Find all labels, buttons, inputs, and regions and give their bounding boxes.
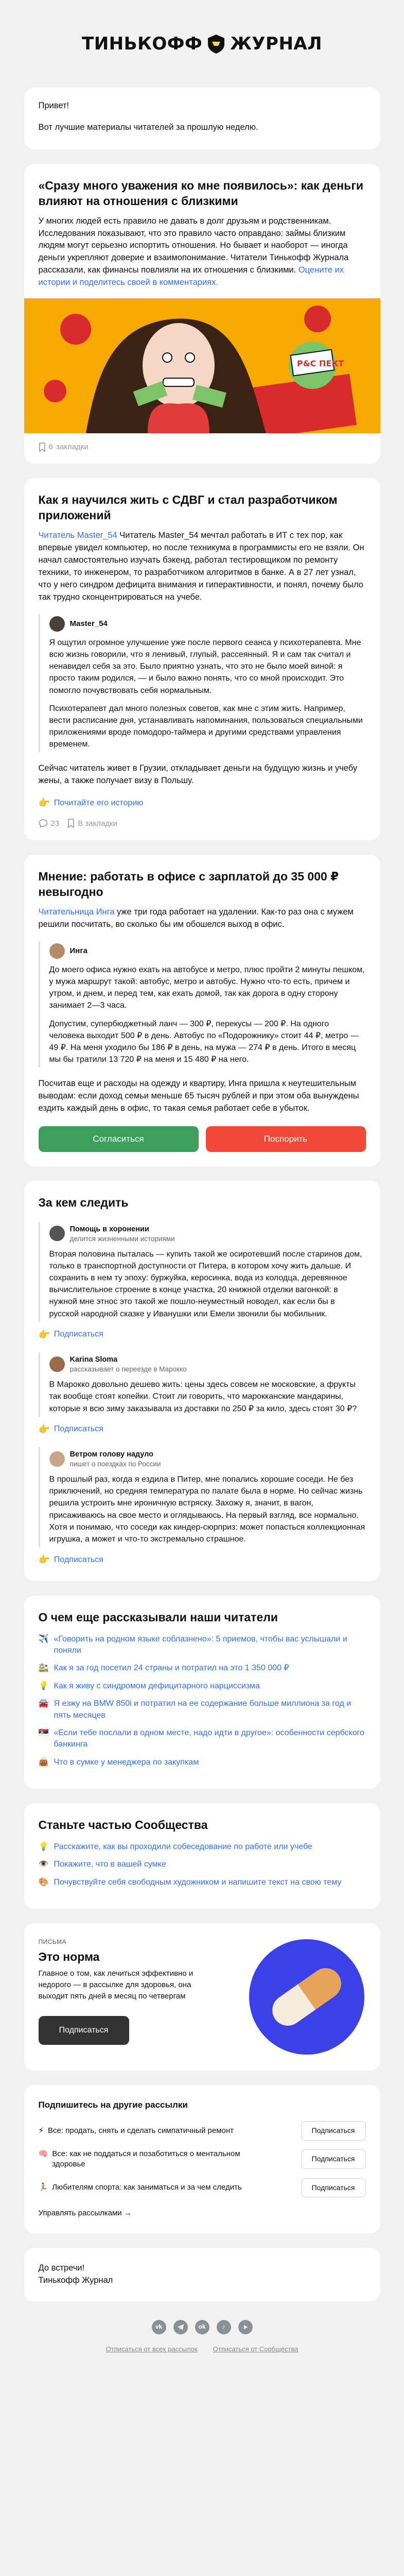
intro-card bbox=[24, 88, 380, 149]
reader-quote bbox=[39, 614, 366, 753]
article-outro: Посчитав еще и расходы на одежду и квартиру, Инга пришла к неутешительным выводам: если доход семьи меньше 65 тысяч рублей и при этом оба вынуждены ездить каждый день в офис, то такая семья работает себе в убыток. bbox=[38, 1079, 359, 1113]
odnoklassniki-icon[interactable]: ok bbox=[195, 2320, 209, 2334]
follow-quote bbox=[39, 1352, 366, 1416]
list-item-link[interactable]: Почувствуйте себя свободным художником и напишите текст на свою тему bbox=[54, 1877, 342, 1887]
article-body bbox=[39, 530, 366, 604]
farewell-card bbox=[24, 2248, 380, 2301]
list-item[interactable] bbox=[39, 1681, 366, 1692]
newsletter-subscribe-button[interactable]: Подписаться bbox=[39, 2016, 129, 2045]
subscription-text: Все: как не поддаться и позаботиться о ментальном здоровье bbox=[52, 2149, 240, 2169]
logo-shield-icon bbox=[205, 33, 227, 55]
subscription-text: Все: продать, снять и сделать симпатичный ремонт bbox=[48, 2126, 234, 2136]
tiktok-icon[interactable]: ♪ bbox=[217, 2320, 231, 2334]
follow-author-description: пишет о поездках по России bbox=[69, 1460, 161, 1468]
article-title[interactable]: Мнение: работать в офисе с зарплатой до 35 000 ₽ невыгодно bbox=[38, 870, 339, 899]
list-item[interactable] bbox=[39, 1841, 366, 1853]
subscribe-label[interactable]: Подписаться bbox=[54, 1330, 103, 1339]
illustration-woman-with-money-icon bbox=[24, 298, 380, 433]
agree-button[interactable]: Согласиться bbox=[39, 1126, 199, 1152]
who-to-follow-card bbox=[24, 1181, 380, 1581]
bookmark-label: В закладки bbox=[78, 819, 118, 828]
article-meta bbox=[39, 818, 366, 829]
author-link[interactable]: Читательница Инга bbox=[38, 907, 115, 917]
logo-left-text: ТИНЬКОФФ bbox=[82, 33, 203, 54]
pointing-hand-icon: 👉 bbox=[38, 1329, 50, 1340]
article-title[interactable]: «Сразу много уважения ко мне появилось»: как деньги влияют на отношения с близкими bbox=[38, 178, 364, 208]
also-read-list bbox=[39, 1634, 366, 1769]
bookmark-icon bbox=[39, 443, 46, 452]
newsletter-title: Это норма bbox=[38, 1950, 100, 1964]
handbag-icon: 👜 bbox=[38, 1757, 49, 1767]
subscribe-link[interactable] bbox=[39, 1328, 366, 1342]
follow-item bbox=[39, 1447, 366, 1566]
greeting: Привет! bbox=[38, 101, 69, 110]
follow-author-name[interactable]: Karina Sloma bbox=[69, 1355, 118, 1364]
list-item-link[interactable]: Как я живу с синдромом дефицитарного нарциссизма bbox=[54, 1681, 260, 1690]
list-item-link[interactable]: Покажите, что в вашей сумке bbox=[54, 1860, 166, 1869]
article-hero-image[interactable] bbox=[24, 298, 380, 433]
follow-excerpt: В Марокко довольно дешево жить: цены здесь совсем не московские, а фрукты так вообще стоят копейки. Стоит ли говорить, что марокканские мандарины, которые я всю зиму заказывала из доставки по 250 ₽ за кило, здесь стоят 30 ₽? bbox=[49, 1380, 357, 1413]
list-item-link[interactable]: «Говорить на родном языке соблазнено»: 5 приемов, чтобы вас услышали и поняли bbox=[54, 1634, 347, 1655]
manage-subscriptions-link[interactable]: Управлять рассылками → bbox=[38, 2209, 132, 2218]
article-card-office-salary bbox=[24, 855, 380, 1166]
newsletter-info bbox=[39, 1938, 208, 2056]
lightbulb-icon: 💡 bbox=[38, 1842, 49, 1851]
subscribe-link[interactable] bbox=[39, 1553, 366, 1567]
palette-icon: 🎨 bbox=[38, 1877, 49, 1887]
opinion-buttons bbox=[39, 1126, 366, 1152]
follow-quote bbox=[39, 1447, 366, 1547]
subscription-row bbox=[39, 2117, 366, 2145]
list-item[interactable] bbox=[39, 1757, 366, 1768]
section-title: Подпишитесь на другие рассылки bbox=[38, 2100, 188, 2110]
article-body-text: У многих людей есть правило не давать в долг друзьям и родственникам. Исследования показывают, что это правило часто оправдано: займы близким людям могут серьезно испортить отношения. Но бывает и наоборот — иногда деньги укрепляют доверие и взаимопонимание. Читатели Тинькофф Журнала рассказали, как финансы повлияли на их отношения с близкими. bbox=[38, 216, 349, 275]
community-list bbox=[39, 1841, 366, 1888]
social-links bbox=[0, 2320, 404, 2334]
subscription-description bbox=[39, 2182, 260, 2193]
read-story-label[interactable]: Почитайте его историю bbox=[54, 798, 144, 807]
quote-author bbox=[49, 943, 366, 959]
list-item-link[interactable]: Как я за год посетил 24 страны и потратил на это 1 350 000 ₽ bbox=[54, 1664, 289, 1673]
subscription-text: Любителям спорта: как заниматься и за чем следить bbox=[52, 2183, 242, 2192]
list-item[interactable] bbox=[39, 1859, 366, 1870]
article-intro-text: уже три года работает на удалении. Как-то раз она с мужем решили посчитать, во сколько бы им обошелся выход в офис. bbox=[38, 907, 354, 929]
bookmark-icon bbox=[67, 819, 75, 828]
quote-author-name[interactable]: Master_54 bbox=[69, 619, 108, 629]
subscribe-button[interactable]: Подписаться bbox=[301, 2178, 366, 2198]
list-item-link[interactable]: Что в сумке у менеджера по закупкам bbox=[54, 1757, 199, 1767]
brain-icon: 🧠 bbox=[38, 2149, 48, 2159]
follow-excerpt: Вторая половина пыталась — купить такой же осиротевший после старинов дом, только в транспортной доступности от Питера, в котором хочу жить дальше. И сохранить в нем ту эпоху: буржуйка, керосинка, вода из колодца, деревянное вычислительное строение в конце участка, 20 книжной отделки вагонкой: в нужной мне этнос это такой же пошло-неуместный новодел, как если бы в русской народной сказке у Иванушки или Емели звонили бы мобильник. bbox=[49, 1249, 362, 1318]
subscription-row bbox=[39, 2174, 366, 2202]
article-body bbox=[39, 215, 366, 290]
farewell-signature: Тинькофф Журнал bbox=[38, 2275, 113, 2285]
newsletter-promo-card bbox=[24, 1923, 380, 2071]
list-item-link[interactable]: Расскажите, как вы проходили собеседование по работе или учебе bbox=[54, 1842, 312, 1851]
avatar[interactable] bbox=[49, 1357, 65, 1372]
footer-links bbox=[0, 2345, 404, 2354]
plane-icon: ✈️ bbox=[38, 1634, 49, 1643]
eye-icon: 👁️ bbox=[38, 1860, 49, 1869]
runner-icon: 🏃 bbox=[38, 2183, 48, 2192]
section-title: О чем еще рассказывали наши читатели bbox=[38, 1610, 278, 1624]
quote-paragraph: Допустим, супербюджетный ланч — 300 ₽, перекусы — 200 ₽. На одного человека выходит 500 ₽ в день. Автобус по «Подорожнику» стоит 44 ₽, метро — 49 ₽. На меня уходило бы 186 ₽ в день, на мужа — 274 ₽ в день. Итого в месяц мы бы тратили 13 720 ₽ на меня и 15 480 ₽ на него. bbox=[49, 1019, 359, 1064]
article-outro: Сейчас читатель живет в Грузии, откладывает деньги на будущую жизнь и учебу жены, а также получает визу в Польшу. bbox=[38, 764, 358, 786]
comments-count: 23 bbox=[50, 819, 60, 828]
list-item[interactable] bbox=[39, 1727, 366, 1751]
pointing-hand-icon: 👉 bbox=[38, 1554, 50, 1565]
subscribe-button[interactable]: Подписаться bbox=[301, 2121, 366, 2141]
list-item[interactable] bbox=[39, 1663, 366, 1674]
also-read-card bbox=[24, 1596, 380, 1789]
follow-item bbox=[39, 1352, 366, 1436]
article-meta bbox=[39, 442, 366, 452]
article-intro bbox=[39, 906, 366, 931]
other-subscriptions-card bbox=[24, 2085, 380, 2233]
article-body-text: Читатель Master_54 мечтал работать в ИТ с тех пор, как впервые увидел компьютер, но после техникума в программисты его не взяли. Он начал самостоятельно изучать бэкенд, работал тестировщиком по ремонту техники, то инженером, то разработчиком алгоритмов в банке. А в 27 лет узнал, что у него синдром дефицита внимания и гиперактивности, и понял, почему было так трудно сконцентрироваться на учебе. bbox=[38, 531, 364, 602]
train-icon: 🚉 bbox=[38, 1664, 49, 1673]
follow-author-description: делится жизненными историями bbox=[69, 1234, 175, 1243]
intro-text: Вот лучшие материалы читателей за прошлую неделю. bbox=[38, 122, 258, 132]
list-item[interactable] bbox=[39, 1877, 366, 1888]
header bbox=[0, 0, 404, 88]
pill-capsule-icon bbox=[248, 1938, 366, 2056]
quote-author-name[interactable]: Инга bbox=[69, 946, 87, 956]
article-comments-link[interactable]: Оцените их истории и поделитесь своей в комментариях. bbox=[38, 265, 344, 287]
logo[interactable] bbox=[82, 31, 322, 56]
read-story-link[interactable] bbox=[39, 796, 366, 810]
list-item-link[interactable]: «Если тебе послали в одном месте, надо идти в другое»: особенности сербского банкинга bbox=[54, 1728, 365, 1749]
list-item[interactable] bbox=[39, 1634, 366, 1657]
follow-quote bbox=[39, 1222, 366, 1322]
quote-paragraph: До моего офиса нужно ехать на автобусе и метро, плюс пройти 2 минуты пешком, у мужа маршрут такой: автобус, метро и автобус. Нужно что-то есть, причем и утром, и днем, и перед тем, как ехать домой, так как дорога в одну сторону занимает 2—3 часа. bbox=[49, 965, 365, 1010]
youtube-icon[interactable] bbox=[238, 2320, 253, 2334]
follow-author-name[interactable]: Помощь в хоронении bbox=[69, 1225, 149, 1233]
article-card-adhd bbox=[24, 478, 380, 840]
avatar[interactable] bbox=[49, 943, 65, 959]
article-card-relationships bbox=[24, 164, 380, 464]
follow-author-description: рассказывает о переезде в Марокко bbox=[69, 1365, 187, 1373]
bookmark-action[interactable] bbox=[67, 818, 117, 829]
bookmark-action[interactable] bbox=[39, 442, 89, 452]
comments-action[interactable] bbox=[39, 818, 60, 829]
unsubscribe-all-link[interactable]: Отписаться от всех рассылок bbox=[106, 2345, 198, 2353]
follow-excerpt: В прошлый раз, когда я ездила в Питер, мне попались хорошие соседи. Не без приключений, но средняя температура по палате была в норме. Но сейчас жизнь решила устроить мне ироничную встряску. Захожу я, значит, в вагон, присаживаюсь на свое место и оглядываюсь. На первый взгляд, все нормально. Хотя и понимаю, что соседи как киндер-сюрприз: может попасться коллекционная игрушка, а может и что-то экстремально страшное. bbox=[49, 1475, 365, 1544]
subscribe-label[interactable]: Подписаться bbox=[54, 1555, 103, 1564]
follow-author bbox=[49, 1354, 366, 1374]
pointing-hand-icon: 👉 bbox=[38, 1423, 50, 1434]
list-item[interactable] bbox=[39, 1698, 366, 1721]
subscribe-link[interactable] bbox=[39, 1423, 366, 1436]
author-link[interactable]: Читатель Master_54 bbox=[38, 531, 117, 540]
sign-text: Р&С ПЕКТ bbox=[296, 359, 344, 369]
vk-icon[interactable]: vk bbox=[152, 2320, 166, 2334]
avatar[interactable] bbox=[49, 616, 65, 632]
quote-author bbox=[49, 616, 366, 632]
newsletter-description: Главное о том, как лечиться эффективно и недорого — в рассылке для здоровья, она выходит пять дней в месяц по четвергам bbox=[38, 1969, 194, 2001]
lightning-icon: ⚡ bbox=[38, 2126, 44, 2136]
avatar[interactable] bbox=[49, 1451, 65, 1467]
reader-quote bbox=[39, 941, 366, 1068]
telegram-icon[interactable] bbox=[173, 2320, 188, 2334]
serbia-flag-icon: 🇷🇸 bbox=[38, 1728, 49, 1737]
quote-paragraph: Психотерапевт дал много полезных советов, как мне с этим жить. Например, вести расписание дня, устанавливать напоминания, пользоваться специальными приложениями вроде помодоро-таймера и другими средствами управления временем. bbox=[49, 704, 363, 749]
bookmark-label: закладки bbox=[56, 443, 89, 452]
bookmark-count: 6 bbox=[48, 443, 53, 452]
follow-author-name[interactable]: Ветром голову надуло bbox=[69, 1450, 154, 1459]
community-card bbox=[24, 1803, 380, 1909]
argue-button[interactable]: Поспорить bbox=[206, 1126, 366, 1152]
quote-paragraph: Я ощутил огромное улучшение уже после первого сеанса у психотерапевта. Мне всю жизнь говорили, что я ленивый, глупый, рассеянный. Я и сам так считал и ненавидел себя за это. Было приятно узнать, что это не было моей виной: я просто таким родился, — и было важно понять, что со мной происходит. Это помогло почувствовать себя нормальным. bbox=[49, 638, 361, 695]
subscribe-button[interactable]: Подписаться bbox=[301, 2149, 366, 2169]
footer bbox=[0, 2316, 404, 2354]
follow-author bbox=[49, 1224, 366, 1243]
article-title[interactable]: Как я научился жить с СДВГ и стал разработчиком приложений bbox=[38, 493, 338, 522]
logo-right-text: ЖУРНАЛ bbox=[230, 33, 322, 54]
subscription-row bbox=[39, 2145, 366, 2174]
subscription-description bbox=[39, 2126, 260, 2136]
comment-icon bbox=[39, 819, 48, 828]
car-icon: 🚘 bbox=[38, 1699, 49, 1708]
section-title: За кем следить bbox=[38, 1196, 129, 1210]
farewell-line: До встречи! bbox=[38, 2263, 85, 2273]
follow-item bbox=[39, 1222, 366, 1341]
newsletter-promo bbox=[39, 1938, 366, 2056]
subscription-description bbox=[39, 2149, 260, 2170]
follow-author bbox=[49, 1449, 366, 1468]
unsubscribe-community-link[interactable]: Отписаться от Сообщества bbox=[213, 2345, 298, 2353]
subscribe-label[interactable]: Подписаться bbox=[54, 1425, 103, 1434]
newsletter-eyebrow: ПИСЬМА bbox=[38, 1938, 67, 1946]
section-title: Станьте частью Сообщества bbox=[38, 1818, 208, 1832]
pointing-hand-icon: 👉 bbox=[38, 798, 50, 808]
lightbulb-icon: 💡 bbox=[38, 1681, 49, 1690]
list-item-link[interactable]: Я езжу на BMW 850i и потратил на ее содержание больше миллиона за год и пять месяцев bbox=[54, 1699, 352, 1720]
avatar[interactable] bbox=[49, 1226, 65, 1241]
